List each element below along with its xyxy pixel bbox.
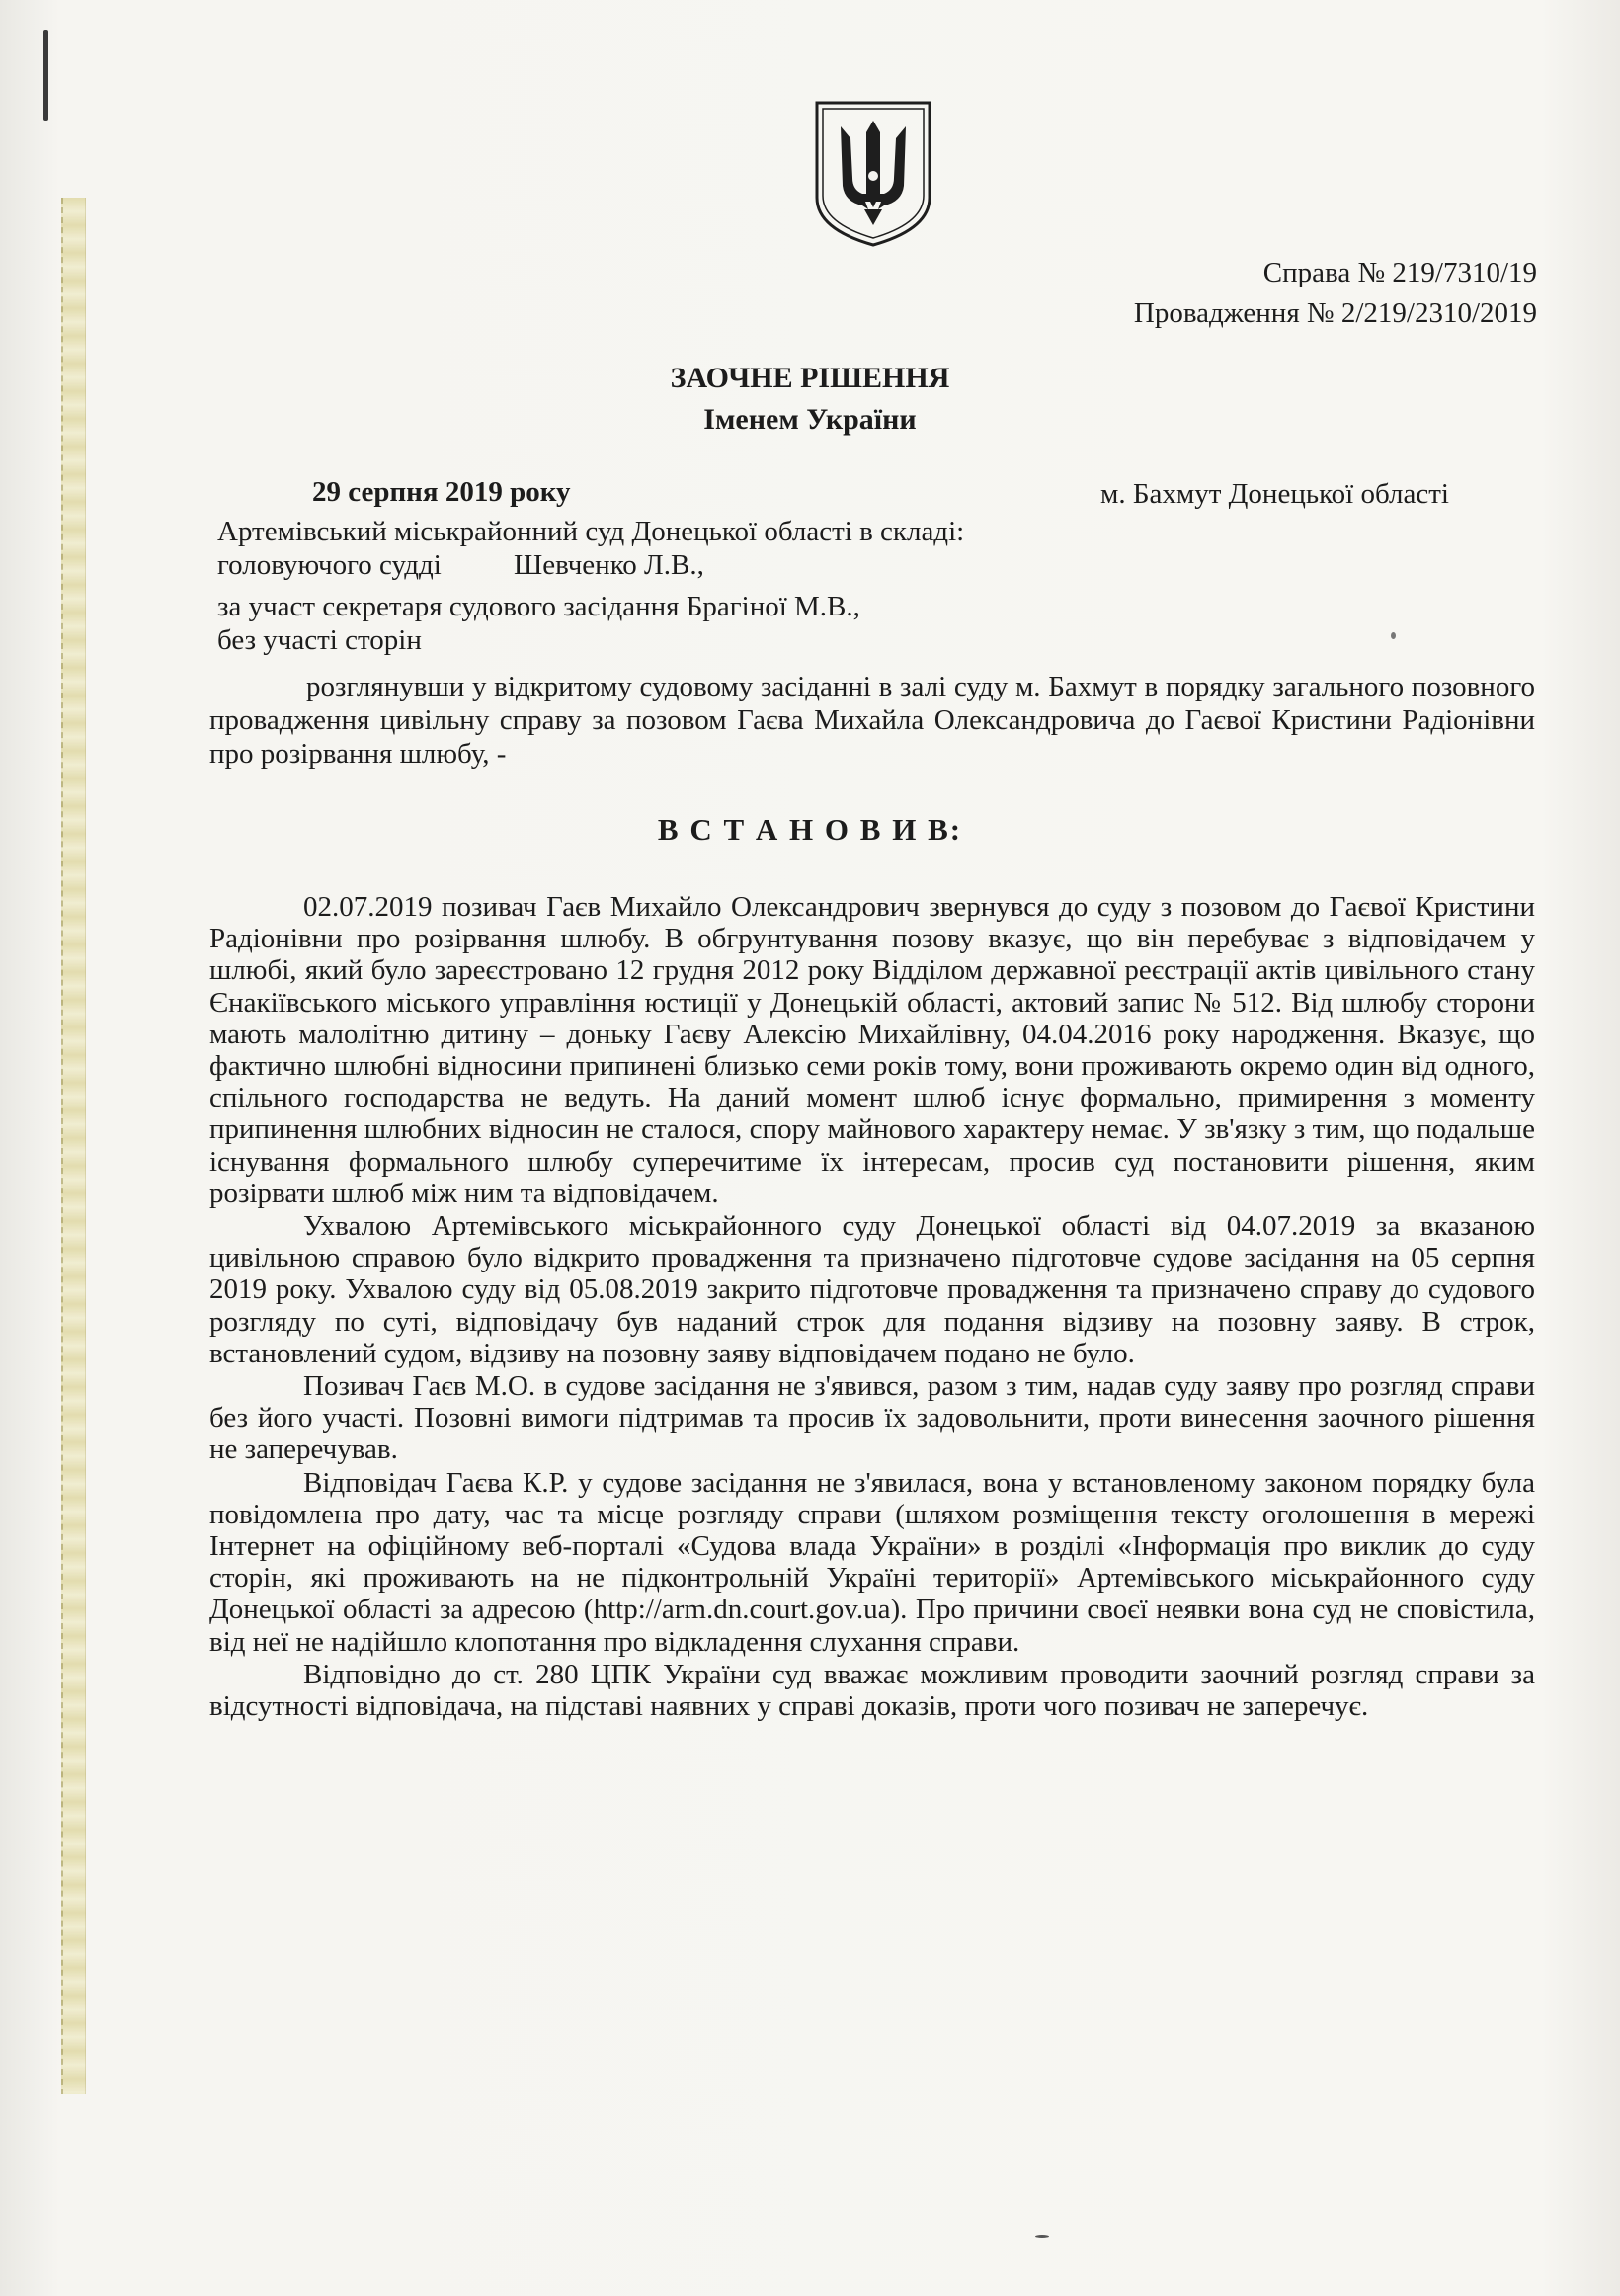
intro-text: розглянувши у відкритому судовому засіданні в залі суду м. Бахмут в порядку загального позовного провадження цивільну справу за позовом Гаєва Михайла Олександровича до Гаєвої Кристини Радіонівни про розірвання шлюбу, - xyxy=(209,671,1535,770)
body-paragraph: Відповідач Гаєва К.Р. у судове засідання не з'явилася, вона у встановленому законом порядку була повідомлена про дату, час та місце розгляду справи (шляхом розміщення тексту оголошення в мережі Інтернет на офіційному веб-порталі «Судова влада України» в розділі «Інформація про виклик до суду сторін, які проживають на не підконтрольній Україні території» Артемівського міськрайонного суду Донецької області за адресою (http://arm.dn.court.gov.ua). Про причини своєї неявки вона суд не сповістила, від неї не надійшло клопотання про відкладення слухання справи. xyxy=(209,1466,1535,1658)
document-body xyxy=(209,891,1535,1723)
proceeding-number: Провадження № 2/219/2310/2019 xyxy=(1133,297,1537,329)
body-paragraph: Позивач Гаєв М.О. в судове засідання не з'явився, разом з тим, надав суду заяву про розгляд справи без його участі. Позовні вимоги підтримав та просив їх задовольнити, проти винесення заочного рішення не заперечував. xyxy=(209,1370,1535,1466)
secretary-line: за участ секретаря судового засідання Брагіної М.В., xyxy=(217,591,860,622)
case-number: Справа № 219/7310/19 xyxy=(1262,257,1537,288)
document-title: ЗАОЧНЕ РІШЕННЯ xyxy=(670,362,950,394)
court-name: Артемівський міськрайонний суд Донецької області в складі: xyxy=(217,516,965,547)
document-subtitle: Іменем України xyxy=(703,403,917,436)
scan-speck xyxy=(1035,2235,1049,2238)
scan-edge-mark xyxy=(43,30,48,121)
decision-place: м. Бахмут Донецької області xyxy=(1100,478,1449,510)
scan-speck xyxy=(1391,632,1396,639)
body-paragraph: Відповідно до ст. 280 ЦПК України суд вважає можливим проводити заочний розгляд справи за відсутності відповідача, на підставі наявних у справі доказів, проти чого позивач не заперечує. xyxy=(209,1658,1535,1723)
judge-name: Шевченко Л.В., xyxy=(514,549,704,581)
intro-paragraph xyxy=(209,670,1535,771)
parties-line: без участі сторін xyxy=(217,624,422,656)
coat-of-arms-trident-icon xyxy=(813,99,933,249)
case-reference xyxy=(1134,253,1537,334)
decision-date: 29 серпня 2019 року xyxy=(312,476,571,508)
judge-label: головуючого судді xyxy=(217,549,442,581)
section-title: В С Т А Н О В И В: xyxy=(657,812,963,847)
body-paragraph: 02.07.2019 позивач Гаєв Михайло Олександрович звернувся до суду з позовом до Гаєвої Кристини Радіонівни про розірвання шлюбу. В обгрунтування позову вказує, що він перебуває з відповідачем у шлюбі, який було зареєстровано 12 грудня 2012 року Відділом державної реєстрації актів цивільного стану Єнакіївського міського управління юстиції у Донецькій області, актовий запис № 512. Від шлюбу сторони мають малолітню дитину – доньку Гаєву Алексію Михайлівну, 04.04.2016 року народження. Вказує, що фактично шлюбні відносини припинені близько семи років тому, вони проживають окремо один від одного, спільного господарства не ведуть. На даний момент шлюб існує формально, примирення з моменту припинення шлюбних відносин не сталося, спору майнового характеру немає. У зв'язку з тим, що подальше існування формального шлюбу суперечитиме їх інтересам, просив суд постановити рішення, яким розірвати шлюб між ним та відповідачем. xyxy=(209,891,1535,1209)
binding-strip xyxy=(61,198,86,2094)
body-paragraph: Ухвалою Артемівського міськрайонного суду Донецької області від 04.07.2019 за вказаною цивільною справою було відкрито провадження та призначено підготовче судове засідання на 05 серпня 2019 року. Ухвалою суду від 05.08.2019 закрито підготовче провадження та призначено справу до судового розгляду по суті, відповідачу був наданий строк для подання відзиву на позовну заяву. В строк, встановлений судом, відзиву на позовну заяву відповідачем подано не було. xyxy=(209,1210,1535,1369)
